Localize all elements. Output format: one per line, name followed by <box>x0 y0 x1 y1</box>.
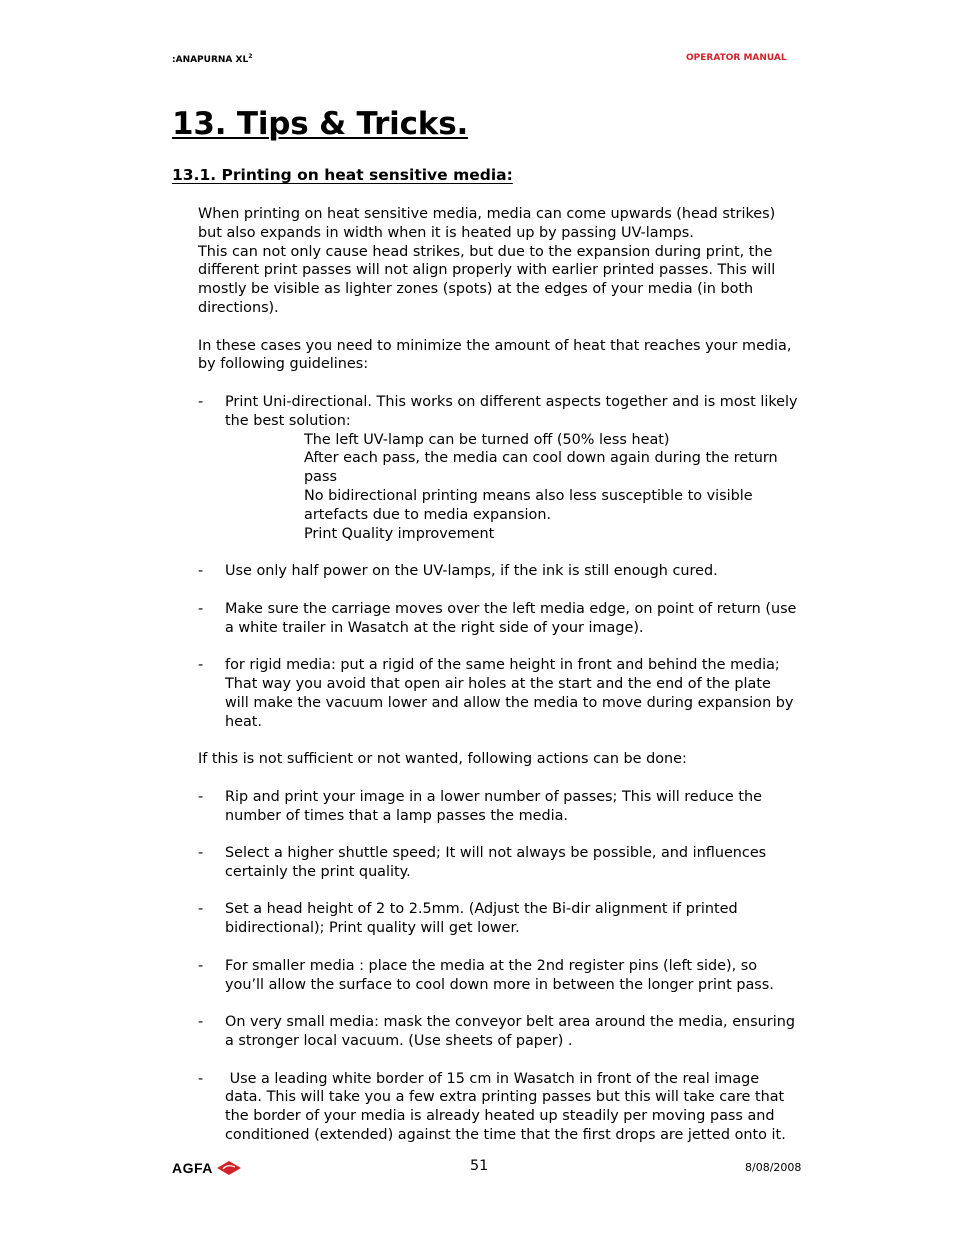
list-item: - For smaller media : place the media at the 2nd register pins (left side), so you’ll allow the surface to cool down more in between the longer print pass. <box>198 957 774 993</box>
section-body <box>198 205 798 1145</box>
page-title: 13. Tips & Tricks. <box>172 106 469 142</box>
list-item: - Use only half power on the UV-lamps, if the ink is still enough cured. <box>198 563 718 580</box>
guidelines-intro: In these cases you need to minimize the amount of heat that reaches your media, by following guidelines: <box>198 337 792 373</box>
page-number: 51 <box>470 1158 489 1174</box>
sub-item: The left UV-lamp can be turned off (50% less heat) <box>304 431 670 448</box>
list-item: - Set a head height of 2 to 2.5mm. (Adjust the Bi-dir alignment if printed bidirectional); Print quality will get lower. <box>198 901 738 937</box>
section-title: 13.1. Printing on heat sensitive media: <box>172 166 513 184</box>
list-item: - Rip and print your image in a lower number of passes; This will reduce the number of times that a lamp passes the media. <box>198 788 762 824</box>
intro-paragraph-1: When printing on heat sensitive media, media can come upwards (head strikes) but also expands in width when it is heated up by passing UV-lamps. <box>198 206 776 241</box>
footer-date: 8/08/2008 <box>745 1161 802 1174</box>
header-manual: OPERATOR MANUAL <box>686 53 787 63</box>
agfa-logo: AGFA <box>172 1160 242 1176</box>
sub-item: No bidirectional printing means also less susceptible to visible artefacts due to media expansion. <box>304 487 753 523</box>
actions-intro: If this is not sufficient or not wanted, following actions can be done: <box>198 751 687 768</box>
list-item: - Use a leading white border of 15 cm in Wasatch in front of the real image data. This will take you a few extra printing passes but this will take care that the border of your media is already heated up steadily per moving pass and conditioned (extended) against the time that the first drops are jetted onto it. <box>198 1070 789 1144</box>
sub-item: After each pass, the media can cool down again during the return pass <box>304 450 778 486</box>
sub-item: Print Quality improvement <box>304 525 495 542</box>
intro-paragraph-2: This can not only cause head strikes, but due to the expansion during print, the different print passes will not align properly with earlier printed passes. This will mostly be visible as lighter zones (spots) at the edges of your media (in both directions). <box>198 243 776 316</box>
agfa-rhombus-icon <box>216 1160 242 1176</box>
list-item: - Select a higher shuttle speed; It will not always be possible, and influences certainly the print quality. <box>198 845 767 880</box>
list-item: - On very small media: mask the conveyor belt area around the media, ensuring a stronger local vacuum. (Use sheets of paper) . <box>198 1014 795 1050</box>
header-product: :ANAPURNA $XL^2$ <box>172 53 253 65</box>
list-item: - Print Uni-directional. This works on different aspects together and is most likely the best solution: The left UV-lamp can be turned off (50% less heat) After each pass, the media can cool down again during the return pass No bidirectional printing means also less susceptible to visible artefacts due to media expansion. Print Quality improvement <box>198 393 798 542</box>
list-item: - for rigid media: put a rigid of the same height in front and behind the media; That way you avoid that open air holes at the start and the end of the plate will make the vacuum lower and allow the media to move during expansion by heat. <box>198 657 794 730</box>
list-item: - Make sure the carriage moves over the left media edge, on point of return (use a white trailer in Wasatch at the right side of your image). <box>198 600 797 636</box>
